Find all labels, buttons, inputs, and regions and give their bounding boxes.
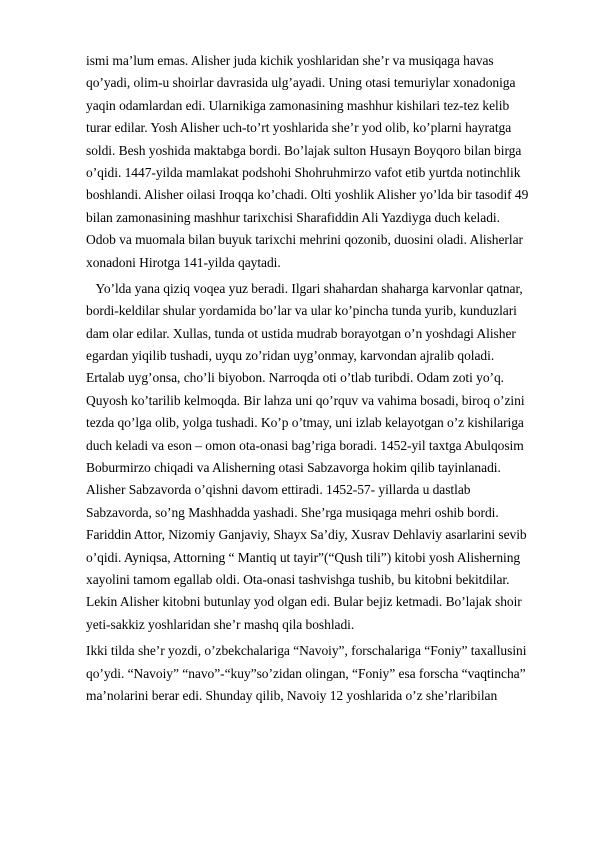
text-line: Quyosh ko’tarilib kelmoqda. Bir lahza uni qo’rquv va vahima bosadi, biroq o’zini — [86, 392, 525, 408]
text-line: boshlandi. Alisher oilasi Iroqqa ko’chadi. Olti yoshlik Alisher yo’lda bir tasodif 49 — [86, 187, 529, 203]
text-line: Ikki tilda she’r yozdi, o’zbekchalariga “Navoiy”, forschalariga “Foniy” taxallusini — [86, 643, 527, 659]
text-line: yeti-sakkiz yoshlaridan she’r mashq qila boshladi. — [86, 616, 355, 632]
text-line: Fariddin Attor, Nizomiy Ganjaviy, Shayx Sa’diy, Xusrav Dehlaviy asarlarini sevib — [86, 527, 527, 543]
text-line: Yo’lda yana qiziq voqea yuz beradi. Ilgari shahardan shaharga karvonlar qatnar, — [86, 280, 523, 296]
text-line: bordi-keldilar shular yordamida bo’lar va ular ko’pincha tunda yurib, kunduzlari — [86, 303, 517, 319]
text-line: qo’yadi, olim-u shoirlar davrasida ulg’ayadi. Uning otasi temuriylar xonadoniga — [86, 75, 516, 91]
text-line: soldi. Besh yoshida maktabga bordi. Bo’lajak sulton Husayn Boyqoro bilan birga — [86, 142, 522, 158]
paragraph-3 — [86, 640, 556, 707]
paragraph-2 — [86, 278, 556, 636]
text-line: ismi ma’lum emas. Alisher juda kichik yoshlaridan she’r va musiqaga havas — [86, 53, 494, 68]
text-line: ma’nolarini berar edi. Shunday qilib, Navoiy 12 yoshlarida o’z she’rlaribilan — [86, 687, 498, 703]
text-line: bilan zamonasining mashhur tarixchisi Sharafiddin Ali Yazdiyga duch keladi. — [86, 209, 500, 225]
text-line: dam olar edilar. Xullas, tunda ot ustida mudrab borayotgan o’n yoshdagi Alisher — [86, 325, 516, 341]
text-line: turar edilar. Yosh Alisher uch-to’rt yoshlarida she’r yod olib, ko’plarni hayratga — [86, 120, 512, 136]
text-line: Lekin Alisher kitobni butunlay yod olgan edi. Bular bejiz ketmadi. Bo’lajak shoir — [86, 594, 522, 610]
text-line: duch keladi va eson – omon ota-onasi bag’riga boradi. 1452-yil taxtga Abulqosim — [86, 437, 524, 453]
text-line: xonadoni Hirotga 141-yilda qaytadi. — [86, 254, 281, 270]
text-line: xayolini tamom egallab oldi. Ota-onasi tashvishga tushib, bu kitobni bekitdilar. — [86, 571, 510, 587]
text-line: qo’ydi. “Navoiy” “navo”-“kuy”so’zidan olingan, “Foniy” esa forscha “vaqtincha” — [86, 665, 526, 681]
text-line: yaqin odamlardan edi. Ularnikiga zamonasining mashhur kishilari tez-tez kelib — [86, 97, 510, 113]
paragraph-1 — [86, 50, 556, 274]
text-line: Alisher Sabzavorda o’qishni davom ettiradi. 1452-57- yillarda u dastlab — [86, 482, 471, 498]
text-line: o’qidi. 1447-yilda mamlakat podshohi Shohruhmirzo vafot etib yurtda notinchlik — [86, 164, 521, 180]
document-page — [86, 50, 556, 707]
text-line: Ertalab uyg’onsa, cho’li biyobon. Narroqda oti o’tlab turibdi. Odam zoti yo’q. — [86, 370, 505, 386]
text-line: tezda qo’lga olib, yolga tushadi. Ko’p o’tmay, uni izlab kelayotgan o’z kishilariga — [86, 415, 524, 431]
text-line: Odob va muomala bilan buyuk tarixchi mehrini qozonib, duosini oladi. Alisherlar — [86, 232, 523, 248]
text-line: o’qidi. Ayniqsa, Attorning “ Mantiq ut tayir”(“Qush tili”) kitobi yosh Alisherning — [86, 549, 521, 565]
text-line: egardan yiqilib tushadi, uyqu zo’ridan uyg’onmay, karvondan ajralib qoladi. — [86, 348, 495, 364]
text-line: Sabzavorda, so’ng Mashhadda yashadi. She’rga musiqaga mehri oshib bordi. — [86, 504, 499, 520]
text-line: Boburmirzo chiqadi va Alisherning otasi Sabzavorga hokim qilib tayinlanadi. — [86, 460, 501, 476]
